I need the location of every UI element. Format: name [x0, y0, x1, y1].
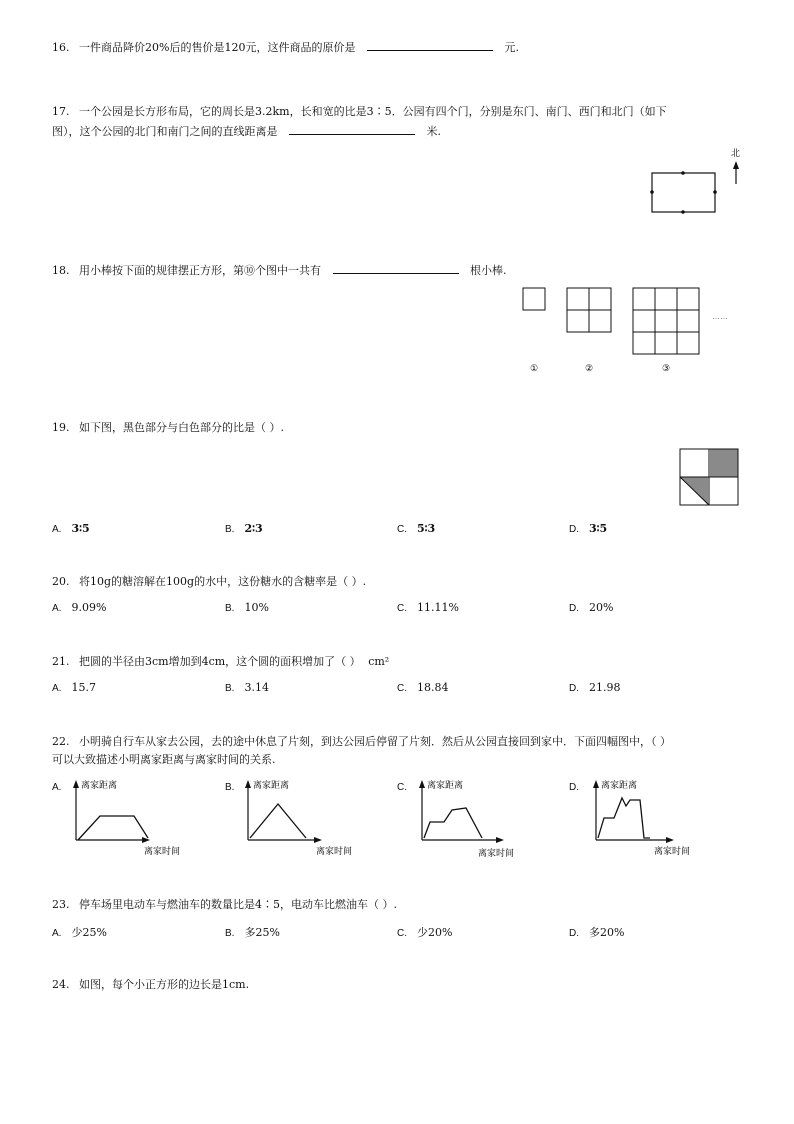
question-text: 用小棒按下面的规律摆正方形，第⑩个图中一共有 — [79, 264, 321, 277]
answer-blank[interactable] — [333, 263, 459, 274]
option-d[interactable]: D. 3∶5 — [569, 522, 608, 535]
park-rectangle — [652, 173, 715, 212]
shaded-square — [710, 449, 738, 477]
x-axis-arrow-icon — [496, 837, 504, 843]
question-number: 18. — [52, 264, 70, 277]
question-text: 一件商品降价20%后的售价是120元，这件商品的原价是 — [79, 41, 356, 54]
option-b[interactable]: B. — [225, 782, 235, 793]
park-diagram — [640, 140, 750, 220]
option-d[interactable]: D. — [569, 782, 579, 793]
option-a[interactable]: A. 3∶5 — [52, 522, 90, 535]
graph-line — [250, 804, 306, 838]
ellipsis: …… — [712, 312, 728, 321]
question-text: 停车场里电动车与燃油车的数量比是4∶5，电动车比燃油车（ ）. — [79, 898, 397, 911]
question-unit: 根小棒. — [470, 264, 507, 277]
question-text: 如下图，黑色部分与白色部分的比是（ ）. — [79, 421, 284, 434]
graph-line — [598, 798, 650, 838]
option-c[interactable]: C. 少20% — [397, 926, 453, 939]
question-text: 小明骑自行车从家去公园，去的途中休息了片刻，到达公园后停留了片刻．然后从公园直接回到家中．下面四幅图中，（ ） — [79, 735, 671, 748]
figure-2-grid — [567, 288, 611, 332]
question-19 — [52, 421, 284, 435]
y-axis-label: 离家距离 — [427, 781, 464, 791]
answer-blank[interactable] — [289, 124, 415, 135]
question-number: 19. — [52, 421, 70, 434]
question-17 — [52, 105, 667, 119]
question-17-line2 — [52, 124, 441, 139]
figure-3-grid — [633, 288, 699, 354]
y-axis-label: 离家距离 — [601, 781, 638, 791]
option-c[interactable]: C. 5∶3 — [397, 522, 436, 535]
question-18 — [52, 263, 507, 278]
x-axis-arrow-icon — [314, 837, 322, 843]
graph-line — [78, 816, 148, 840]
figure-label-3: ③ — [662, 363, 671, 373]
north-arrow-icon — [733, 161, 739, 169]
question-number: 17. — [52, 105, 70, 118]
question-number: 21. — [52, 655, 70, 668]
option-b[interactable]: B. 多25% — [225, 926, 280, 939]
option-c[interactable]: C. 18.84 — [397, 681, 449, 694]
figure-label-2: ② — [585, 363, 594, 373]
question-22-line2 — [52, 753, 276, 767]
question-number: 20. — [52, 575, 70, 588]
x-axis-arrow-icon — [142, 837, 150, 843]
question-text: 如图，每个小正方形的边长是1cm. — [79, 978, 250, 991]
graph-line — [424, 808, 482, 838]
question-unit: 元. — [504, 41, 519, 54]
question-22 — [52, 735, 671, 749]
y-axis-arrow-icon — [419, 780, 425, 788]
option-b[interactable]: B. 3.14 — [225, 681, 269, 694]
option-d[interactable]: D. 20% — [569, 601, 614, 614]
graph-option-c[interactable] — [410, 776, 540, 858]
option-c[interactable]: C. 11.11% — [397, 601, 459, 614]
question-24 — [52, 978, 249, 992]
figure-1-square — [523, 288, 545, 310]
x-axis-label: 离家时间 — [654, 847, 691, 857]
figure-label-1: ① — [530, 363, 539, 373]
west-gate-dot — [650, 190, 654, 194]
graph-option-d[interactable] — [584, 776, 714, 858]
question-text: 图），这个公园的北门和南门之间的直线距离是 — [52, 125, 278, 138]
answer-blank[interactable] — [367, 40, 493, 51]
y-axis-arrow-icon — [73, 780, 79, 788]
south-gate-dot — [681, 210, 685, 214]
y-axis-arrow-icon — [593, 780, 599, 788]
option-d[interactable]: D. 21.98 — [569, 681, 621, 694]
option-b[interactable]: B. 2∶3 — [225, 522, 263, 535]
option-a[interactable]: A. 少25% — [52, 926, 107, 939]
east-gate-dot — [713, 190, 717, 194]
question-21 — [52, 655, 389, 669]
x-axis-label: 离家时间 — [144, 847, 181, 857]
question-text: 将10g的糖溶解在100g的水中，这份糖水的含糖率是（ ）. — [79, 575, 367, 588]
option-a[interactable]: A. 15.7 — [52, 681, 96, 694]
graph-option-b[interactable] — [236, 776, 366, 858]
question-unit: cm² — [368, 655, 390, 668]
x-axis-label: 离家时间 — [316, 847, 353, 857]
graph-option-a[interactable] — [64, 776, 194, 858]
north-gate-dot — [681, 171, 685, 175]
y-axis-label: 离家距离 — [81, 781, 118, 791]
x-axis-arrow-icon — [666, 837, 674, 843]
question-23 — [52, 898, 397, 912]
question-20 — [52, 575, 366, 589]
option-c[interactable]: C. — [397, 782, 407, 793]
question-number: 22. — [52, 735, 70, 748]
question-number: 24. — [52, 978, 70, 991]
question-text: 可以大致描述小明离家距离与离家时间的关系. — [52, 753, 276, 766]
x-axis-label: 离家时间 — [478, 849, 515, 858]
question-text: 把圆的半径由3cm增加到4cm，这个圆的面积增加了（ ） — [79, 655, 361, 668]
shaded-square-figure — [678, 447, 740, 509]
y-axis-arrow-icon — [245, 780, 251, 788]
option-a[interactable]: A. 9.09% — [52, 601, 107, 614]
option-d[interactable]: D. 多20% — [569, 926, 625, 939]
question-16 — [52, 40, 519, 55]
north-label: 北 — [731, 148, 741, 158]
question-unit: 米. — [426, 125, 441, 138]
option-b[interactable]: B. 10% — [225, 601, 269, 614]
y-axis-label: 离家距离 — [253, 781, 290, 791]
question-number: 23. — [52, 898, 70, 911]
stick-squares-figure — [515, 282, 745, 380]
question-text: 一个公园是长方形布局，它的周长是3.2km，长和宽的比是3∶5．公园有四个门，分别是东门、南门、西门和北门（如下 — [79, 105, 667, 118]
question-number: 16. — [52, 41, 70, 54]
option-a[interactable]: A. — [52, 782, 62, 793]
